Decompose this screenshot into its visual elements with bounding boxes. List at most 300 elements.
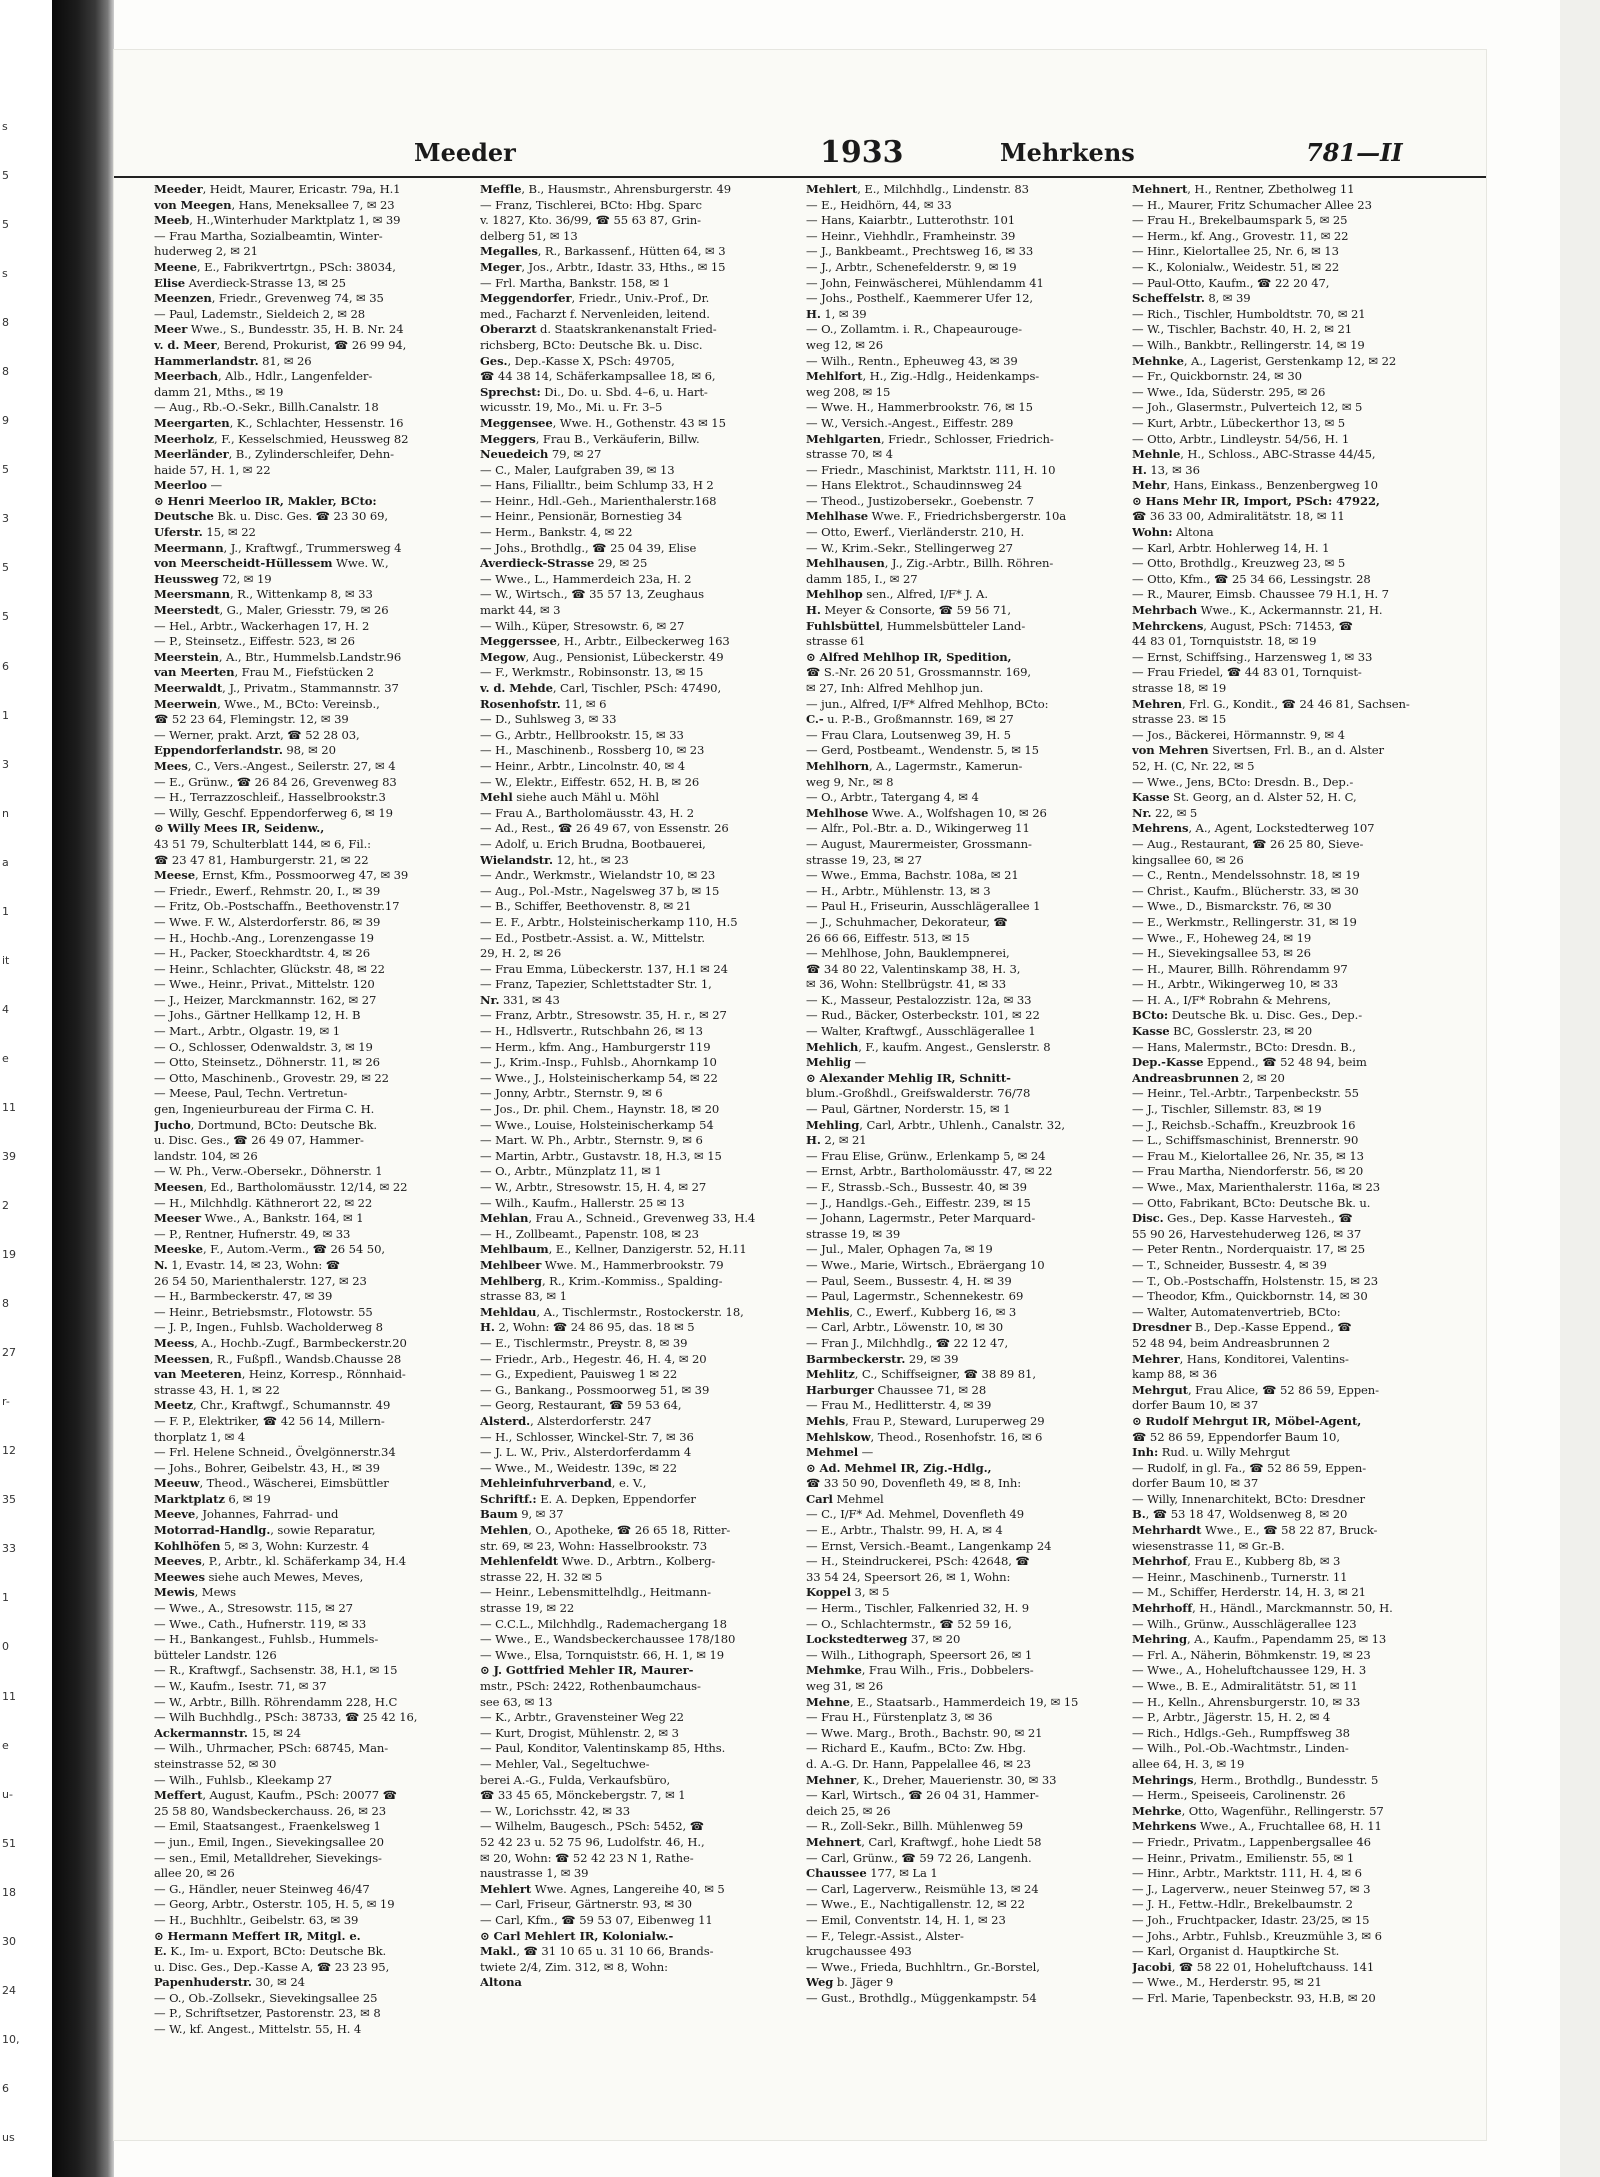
directory-line: landstr. 104, ✉ 26 [154, 1148, 258, 1163]
directory-line: ☎ 36 33 00, Admiralitätstr. 18, ✉ 11 [1132, 509, 1345, 524]
column-2 [480, 182, 792, 2152]
directory-line: Uferstr. 15, ✉ 22 [154, 525, 256, 540]
directory-line: — Frau Martha, Sozialbeamtin, Winter- [154, 228, 383, 243]
directory-line: Lockstedterweg 37, ✉ 20 [806, 1632, 961, 1647]
directory-line: — H., Packer, Stoeckhardtstr. 4, ✉ 26 [154, 946, 371, 961]
directory-line: — F. P., Elektriker, ☎ 42 56 14, Millern- [154, 1413, 385, 1428]
directory-line: — Christ., Kaufm., Blücherstr. 33, ✉ 30 [1132, 883, 1359, 898]
directory-line: — Wwe., Marie, Wirtsch., Ebräergang 10 [806, 1257, 1045, 1272]
directory-line: — Frau A., Bartholomäusstr. 43, H. 2 [480, 805, 695, 820]
directory-line: Mehmke, Frau Wilh., Fris., Dobbelers- [806, 1663, 1034, 1678]
directory-line: — Frau Elise, Grünw., Erlenkamp 5, ✉ 24 [806, 1148, 1046, 1163]
directory-line: — Johs., Gärtner Hellkamp 12, H. B [154, 1008, 361, 1023]
directory-line: Harburger Chaussee 71, ✉ 28 [806, 1382, 987, 1397]
directory-line: blum.-Großhdl., Greifswalderstr. 76/78 [806, 1086, 1031, 1101]
directory-line: — Frau M., Hedlitterstr. 4, ✉ 39 [806, 1398, 992, 1413]
directory-line: — Georg, Arbtr., Osterstr. 105, H. 5, ✉ 19 [154, 1897, 395, 1912]
directory-line: — Wilhelm, Baugesch., PSch: 5452, ☎ [480, 1819, 705, 1834]
directory-line: Mehlhase Wwe. F., Friedrichsbergerstr. 10a [806, 509, 1067, 524]
directory-line: — H., Bankangest., Fuhlsb., Hummels- [154, 1632, 379, 1647]
edge-fragment: 24 [2, 1984, 16, 1997]
directory-line: str. 69, ✉ 23, Wohn: Hasselbrookstr. 73 [480, 1538, 708, 1553]
directory-line: Meerstedt, G., Maler, Griesstr. 79, ✉ 26 [154, 603, 389, 618]
directory-line: 55 90 26, Harvestehuderweg 126, ✉ 37 [1132, 1226, 1362, 1241]
directory-line: — Mart., Arbtr., Olgastr. 19, ✉ 1 [154, 1024, 341, 1039]
directory-line: — E., Arbtr., Thalstr. 99, H. A, ✉ 4 [806, 1523, 1003, 1538]
directory-line: strasse 18, ✉ 19 [1132, 681, 1227, 695]
directory-line: — W., Arbtr., Stresowstr. 15, H. 4, ✉ 27 [480, 1180, 707, 1194]
directory-line: — Carl, Arbtr., Löwenstr. 10, ✉ 30 [806, 1320, 1004, 1335]
directory-line: — Mehlhose, John, Bauklempnerei, [806, 946, 1010, 961]
directory-line: 43 51 79, Schulterblatt 144, ✉ 6, Fil.: [154, 836, 371, 851]
directory-line: Carl Mehmel [806, 1491, 884, 1506]
directory-line: Meeske, F., Autom.-Verm., ☎ 26 54 50, [154, 1242, 385, 1257]
directory-line: van Meeteren, Heinz, Korresp., Rönnhaid- [154, 1367, 406, 1382]
directory-line: Meerwaldt, J., Privatm., Stammannstr. 37 [154, 681, 399, 695]
directory-line: — Wilh., Uhrmacher, PSch: 68745, Man- [154, 1741, 389, 1756]
directory-line: dorfer Baum 10, ✉ 37 [1132, 1476, 1259, 1491]
directory-line: — Carl, Grünw., ☎ 59 72 26, Langenh. [806, 1850, 1032, 1865]
directory-line: — Wwe., E., Wandsbeckerchaussee 178/180 [480, 1632, 736, 1647]
directory-line: — G., Bankang., Possmoorweg 51, ✉ 39 [480, 1382, 710, 1397]
directory-line: Mehner, K., Dreher, Mauerienstr. 30, ✉ 33 [806, 1772, 1057, 1787]
directory-line: ⊙ Rudolf Mehrgut IR, Möbel-Agent, [1132, 1413, 1362, 1428]
edge-fragment: 35 [2, 1493, 16, 1506]
directory-line: Oberarzt d. Staatskrankenanstalt Fried- [480, 322, 717, 337]
directory-line: — Wwe., Jens, BCto: Dresdn. B., Dep.- [1132, 774, 1354, 789]
directory-line: Rosenhofstr. 11, ✉ 6 [480, 696, 607, 711]
directory-line: — Wwe., E., Nachtigallenstr. 12, ✉ 22 [806, 1897, 1025, 1912]
edge-fragment: 11 [2, 1101, 16, 1114]
edge-fragment: 5 [2, 561, 9, 574]
directory-line: — Hinr., Arbtr., Marktstr. 111, H. 4, ✉ 6 [1132, 1866, 1362, 1881]
directory-line: — F., Werkmstr., Robinsonstr. 13, ✉ 15 [480, 665, 704, 680]
directory-line: von Meegen, Hans, Meneksallee 7, ✉ 23 [154, 197, 395, 212]
directory-line: huderweg 2, ✉ 21 [154, 244, 258, 259]
directory-line: Mehrgut, Frau Alice, ☎ 52 86 59, Eppen- [1132, 1382, 1379, 1397]
directory-line: Koppel 3, ✉ 5 [806, 1585, 890, 1600]
directory-line: strasse 22, H. 32 ✉ 5 [480, 1569, 603, 1584]
directory-line: — Jos., Bäckerei, Hörmannstr. 9, ✉ 4 [1132, 727, 1345, 742]
directory-line: ☎ 52 23 64, Flemingstr. 12, ✉ 39 [154, 712, 349, 727]
directory-line: Megow, Aug., Pensionist, Lübeckerstr. 49 [480, 649, 724, 664]
directory-line: Meetz, Chr., Kraftwgf., Schumannstr. 49 [154, 1398, 391, 1413]
directory-line: Meggerssee, H., Arbtr., Eilbeckerweg 163 [480, 634, 730, 649]
directory-line: — Wwe., Max, Marienthalerstr. 116a, ✉ 23 [1132, 1180, 1381, 1194]
directory-line: — Otto, Fabrikant, BCto: Deutsche Bk. u. [1132, 1195, 1371, 1210]
directory-line: — W., Tischler, Bachstr. 40, H. 2, ✉ 21 [1132, 322, 1353, 337]
directory-line: — Wwe., B. E., Admiralitätstr. 51, ✉ 11 [1132, 1679, 1358, 1693]
directory-line: Meerbach, Alb., Hdlr., Langenfelder- [154, 369, 373, 384]
directory-line: — H., Barmbeckerstr. 47, ✉ 39 [154, 1289, 333, 1304]
directory-line: Mehlis, C., Ewerf., Kubberg 16, ✉ 3 [806, 1304, 1017, 1319]
directory-line: ✉ 27, Inh: Alfred Mehlhop jun. [806, 681, 984, 695]
directory-line: u. Disc. Ges., ☎ 26 49 07, Hammer- [154, 1133, 364, 1148]
directory-line: — M., Schiffer, Herderstr. 14, H. 3, ✉ 21 [1132, 1585, 1366, 1600]
directory-line: — Emil, Conventstr. 14, H. 1, ✉ 23 [806, 1912, 1006, 1927]
directory-line: Mehlenfeldt Wwe. D., Arbtrn., Kolberg- [480, 1554, 716, 1569]
directory-line: — Fran J., Milchhdlg., ☎ 22 12 47, [806, 1335, 1009, 1350]
directory-line: B., ☎ 53 18 47, Woldsenweg 8, ✉ 20 [1132, 1507, 1348, 1522]
directory-line: Mehlen, O., Apotheke, ☎ 26 65 18, Ritter- [480, 1523, 731, 1538]
directory-line: — H., Maschinenb., Rossberg 10, ✉ 23 [480, 743, 705, 758]
directory-line: — H., Arbtr., Wikingerweg 10, ✉ 33 [1132, 977, 1338, 992]
directory-line: Mehlhose Wwe. A., Wolfshagen 10, ✉ 26 [806, 805, 1047, 820]
directory-line: Mehldau, A., Tischlermstr., Rostockerstr. 18, [480, 1304, 744, 1319]
directory-line: — jun., Alfred, I/F* Alfred Mehlhop, BCto: [806, 696, 1049, 711]
directory-line: ☎ 33 45 65, Mönckebergstr. 7, ✉ 1 [480, 1788, 686, 1803]
directory-line: — K., Arbtr., Gravensteiner Weg 22 [480, 1710, 684, 1725]
directory-line: Mehrens, A., Agent, Lockstedterweg 107 [1132, 821, 1375, 836]
directory-line: Eppendorferlandstr. 98, ✉ 20 [154, 743, 336, 758]
edge-fragment: 5 [2, 218, 9, 231]
directory-line: — P., Steinsetz., Eiffestr. 523, ✉ 26 [154, 634, 355, 649]
directory-line: — J., Handlgs.-Geh., Eiffestr. 239, ✉ 15 [806, 1195, 1031, 1210]
directory-line: — Paul, Lademstr., Sieldeich 2, ✉ 28 [154, 306, 365, 321]
directory-line: ⊙ Hermann Meffert IR, Mitgl. e. [154, 1928, 361, 1943]
directory-line: H. Meyer & Consorte, ☎ 59 56 71, [806, 603, 1011, 618]
directory-line: Mehlig — [806, 1055, 867, 1070]
directory-line: krugchaussee 493 [806, 1944, 912, 1959]
directory-line: twiete 2/4, Zim. 312, ✉ 8, Wohn: [480, 1959, 668, 1974]
directory-line: Mehlert, E., Milchhdlg., Lindenstr. 83 [806, 182, 1029, 196]
directory-line: — J. P., Ingen., Fuhlsb. Wacholderweg 8 [154, 1320, 383, 1335]
directory-line: — Adolf, u. Erich Brudna, Bootbauerei, [480, 836, 706, 851]
directory-line: — Wwe., M., Herderstr. 95, ✉ 21 [1132, 1975, 1322, 1990]
directory-line: Meene, E., Fabrikvertrtgn., PSch: 38034, [154, 259, 396, 274]
directory-line: — Willy, Innenarchitekt, BCto: Dresdner [1132, 1491, 1365, 1506]
directory-line: — Wilh., Grünw., Ausschlägerallee 123 [1132, 1616, 1357, 1631]
directory-line: — Ernst, Arbtr., Bartholomäusstr. 47, ✉ 22 [806, 1164, 1053, 1179]
directory-line: mstr., PSch: 2422, Rothenbaumchaus- [480, 1679, 701, 1693]
directory-line: — Carl, Lagerverw., Reismühle 13, ✉ 24 [806, 1881, 1039, 1896]
directory-line: Meger, Jos., Arbtr., Idastr. 33, Hths., ✉ 15 [480, 259, 726, 274]
directory-line: 52 48 94, beim Andreasbrunnen 2 [1132, 1335, 1330, 1350]
directory-line: ⊙ Alexander Mehlig IR, Schnitt- [806, 1070, 1011, 1085]
directory-line: — Rich., Tischler, Humboldtstr. 70, ✉ 21 [1132, 306, 1366, 321]
directory-line: Fuhlsbüttel, Hummelsbütteler Land- [806, 618, 1026, 633]
edge-fragment: 10, [2, 2033, 20, 2046]
directory-line: — Wwe., Louise, Holsteinischerkamp 54 [480, 1117, 714, 1132]
directory-line: — Fritz, Ob.-Postschaffn., Beethovenstr.17 [154, 899, 400, 914]
directory-line: H. 1, ✉ 39 [806, 306, 867, 321]
directory-line: 44 83 01, Tornquiststr. 18, ✉ 19 [1132, 634, 1317, 649]
directory-line: — P., Arbtr., Jägerstr. 15, H. 2, ✉ 4 [1132, 1710, 1331, 1725]
directory-line: Mehrings, Herm., Brothdlg., Bundesstr. 5 [1132, 1772, 1379, 1787]
directory-line: — O., Zollamtm. i. R., Chapeaurouge- [806, 322, 1022, 337]
directory-line: Meerstein, A., Btr., Hummelsb.Landstr.96 [154, 649, 402, 664]
directory-line: — G., Arbtr., Hellbrookstr. 15, ✉ 33 [480, 727, 684, 742]
directory-line: med., Facharzt f. Nervenleiden, leitend. [480, 306, 710, 321]
directory-line: — Herm., Bankstr. 4, ✉ 22 [480, 525, 633, 540]
directory-line: — Friedr., Ewerf., Rehmstr. 20, I., ✉ 39 [154, 883, 381, 898]
directory-line: — Wwe., Heinr., Privat., Mittelstr. 120 [154, 977, 375, 992]
directory-line: wicusstr. 19, Mo., Mi. u. Fr. 3–5 [480, 400, 663, 415]
directory-line: naustrasse 1, ✉ 39 [480, 1866, 589, 1881]
directory-line: — J., Bankbeamt., Prechtsweg 16, ✉ 33 [806, 244, 1034, 259]
directory-line: — Wwe., A., Stresowstr. 115, ✉ 27 [154, 1601, 353, 1616]
directory-line: — Karl, Organist d. Hauptkirche St. [1132, 1944, 1340, 1959]
header-first-entry: Meeder [414, 138, 516, 167]
directory-line: — Franz, Arbtr., Stresowstr. 35, H. r., ✉ 27 [480, 1008, 727, 1023]
directory-line: 33 54 24, Speersort 26, ✉ 1, Wohn: [806, 1569, 1011, 1584]
directory-line: — Gust., Brothdlg., Müggenkampstr. 54 [806, 1990, 1037, 2005]
edge-fragment: s [2, 267, 8, 280]
directory-line: Meewes siehe auch Mewes, Meves, [154, 1569, 364, 1584]
edge-fragment: 27 [2, 1346, 16, 1359]
directory-line: Neuedeich 79, ✉ 27 [480, 447, 602, 462]
directory-line: v. 1827, Kto. 36/99, ☎ 55 63 87, Grin- [480, 213, 701, 228]
directory-line: — Ed., Postbetr.-Assist. a. W., Mittelstr. [480, 930, 705, 945]
directory-line: H. 2, ✉ 21 [806, 1133, 867, 1148]
directory-line: Kohlhöfen 5, ✉ 3, Wohn: Kurzestr. 4 [154, 1538, 370, 1553]
directory-line: kamp 88, ✉ 36 [1132, 1367, 1218, 1382]
edge-fragment: e [2, 1052, 9, 1065]
directory-line: Meerholz, F., Kesselschmied, Heussweg 82 [154, 431, 409, 446]
directory-line: — E., Tischlermstr., Preystr. 8, ✉ 39 [480, 1335, 688, 1350]
edge-fragment: 5 [2, 610, 9, 623]
directory-line: allee 64, H. 3, ✉ 19 [1132, 1756, 1245, 1771]
directory-line: Meenzen, Friedr., Grevenweg 74, ✉ 35 [154, 291, 384, 306]
directory-line: — Frau H., Brekelbaumspark 5, ✉ 25 [1132, 213, 1348, 228]
directory-line: — H., Hochb.-Ang., Lorenzengasse 19 [154, 930, 374, 945]
directory-line: damm 185, I., ✉ 27 [806, 571, 918, 586]
header-rule [114, 176, 1486, 178]
edge-fragment: 5 [2, 169, 9, 182]
directory-line: — F., Telegr.-Assist., Alster- [806, 1928, 964, 1943]
directory-line: u. Disc. Ges., Dep.-Kasse A, ☎ 23 23 95, [154, 1959, 390, 1974]
directory-line: Meerländer, B., Zylinderschleifer, Dehn- [154, 447, 394, 462]
directory-line: — Wwe. F. W., Alsterdorferstr. 86, ✉ 39 [154, 914, 381, 929]
directory-line: Hammerlandstr. 81, ✉ 26 [154, 353, 312, 368]
directory-line: — O., Arbtr., Münzplatz 11, ✉ 1 [480, 1164, 662, 1179]
column-3 [806, 182, 1118, 2152]
directory-line: — Wwe., M., Weidestr. 139c, ✉ 22 [480, 1460, 677, 1475]
directory-line: — Friedr., Arb., Hegestr. 46, H. 4, ✉ 20 [480, 1351, 707, 1366]
directory-line: Meeser Wwe., A., Bankstr. 164, ✉ 1 [154, 1211, 364, 1226]
directory-line: — sen., Emil, Metalldreher, Sievekings- [154, 1850, 382, 1865]
directory-line: — Frau H., Fürstenplatz 3, ✉ 36 [806, 1710, 993, 1725]
directory-line: Mehrbach Wwe., K., Ackermannstr. 21, H. [1132, 603, 1383, 618]
directory-line: — Johs., Arbtr., Fuhlsb., Kreuzmühle 3, ✉ 6 [1132, 1928, 1382, 1943]
header-year: 1933 [820, 135, 904, 170]
directory-line: 26 66 66, Eiffestr. 513, ✉ 15 [806, 930, 970, 945]
directory-line: — Theodor, Kfm., Quickbornstr. 14, ✉ 30 [1132, 1289, 1368, 1304]
directory-line: — Wilh., Kaufm., Hallerstr. 25 ✉ 13 [480, 1195, 685, 1210]
directory-line: Meergarten, K., Schlachter, Hessenstr. 16 [154, 415, 404, 430]
directory-line: Dresdner B., Dep.-Kasse Eppend., ☎ [1132, 1320, 1352, 1335]
directory-line: Mehlan, Frau A., Schneid., Grevenweg 33, H.4 [480, 1211, 756, 1226]
directory-line: Meese, Ernst, Kfm., Possmoorweg 47, ✉ 39 [154, 868, 409, 883]
directory-line: Ackermannstr. 15, ✉ 24 [154, 1725, 301, 1740]
directory-line: Mehlhausen, J., Zig.-Arbtr., Billh. Röhren- [806, 556, 1054, 571]
directory-line: Mehrhardt Wwe., E., ☎ 58 22 87, Bruck- [1132, 1523, 1378, 1538]
directory-line: Mehrhof, Frau E., Kubberg 8b, ✉ 3 [1132, 1554, 1341, 1569]
directory-line: Heussweg 72, ✉ 19 [154, 571, 272, 586]
directory-line: — P., Schriftsetzer, Pastorenstr. 23, ✉ 8 [154, 2006, 381, 2021]
directory-line: — Wwe., Ida, Süderstr. 295, ✉ 26 [1132, 384, 1326, 399]
edge-fragment: a [2, 856, 9, 869]
edge-fragment: 19 [2, 1248, 16, 1261]
directory-line: — R., Kraftwgf., Sachsenstr. 38, H.1, ✉ 15 [154, 1663, 398, 1678]
directory-line: Mehlberg, R., Krim.-Kommiss., Spalding- [480, 1273, 723, 1288]
directory-line: — J., Lagerverw., neuer Steinweg 57, ✉ 3 [1132, 1881, 1371, 1896]
directory-line: — Wilh., Lithograph, Speersort 26, ✉ 1 [806, 1647, 1033, 1662]
adjacent-page-edge [0, 0, 52, 2177]
directory-line: — F., Strassb.-Sch., Bussestr. 40, ✉ 39 [806, 1180, 1027, 1194]
directory-line: — W., Arbtr., Billh. Röhrendamm 228, H.C [154, 1694, 398, 1709]
directory-line: — Wwe., F., Hoheweg 24, ✉ 19 [1132, 930, 1312, 945]
directory-line: — C.C.L., Milchhdlg., Rademachergang 18 [480, 1616, 727, 1631]
directory-line: Mehrhoff, H., Händl., Marckmannstr. 50, H. [1132, 1601, 1393, 1616]
directory-line: — Rudolf, in gl. Fa., ☎ 52 86 59, Eppen- [1132, 1460, 1367, 1475]
directory-line: — Frau Clara, Loutsenweg 39, H. 5 [806, 727, 1011, 742]
edge-fragment: 2 [2, 1199, 9, 1212]
header-page-number: 781—II [1306, 138, 1403, 167]
directory-line: — Heinr., Tel.-Arbtr., Tarpenbeckstr. 55 [1132, 1086, 1359, 1101]
directory-line: delberg 51, ✉ 13 [480, 228, 578, 243]
directory-line: 29, H. 2, ✉ 26 [480, 946, 562, 961]
edge-fragment: 39 [2, 1150, 16, 1163]
directory-line: — Hans, Kaiarbtr., Lutterothstr. 101 [806, 213, 1015, 228]
directory-line: strasse 19, ✉ 22 [480, 1601, 575, 1616]
directory-line: gen, Ingenieurbureau der Firma C. H. [154, 1102, 375, 1117]
directory-line: Disc. Ges., Dep. Kasse Harvesteh., ☎ [1132, 1211, 1353, 1226]
directory-line: — W., Versich.-Angest., Eiffestr. 289 [806, 415, 1014, 430]
directory-line: Nr. 22, ✉ 5 [1132, 805, 1198, 820]
directory-line: ⊙ Alfred Mehlhop IR, Spedition, [806, 649, 1012, 664]
directory-line: Meesen, Ed., Bartholomäusstr. 12/14, ✉ 22 [154, 1180, 408, 1194]
directory-line: — Mehler, Val., Segeltuchwe- [480, 1756, 650, 1771]
directory-line: H. 13, ✉ 36 [1132, 462, 1200, 477]
scan-right-margin [1560, 0, 1600, 2177]
directory-line: ⊙ Ad. Mehmel IR, Zig.-Hdlg., [806, 1460, 992, 1475]
directory-line: — Martin, Arbtr., Gustavstr. 18, H.3, ✉ 15 [480, 1148, 722, 1163]
directory-line: — Richard E., Kaufm., BCto: Zw. Hbg. [806, 1741, 1026, 1756]
directory-line: — J., Heizer, Marckmannstr. 162, ✉ 27 [154, 992, 377, 1007]
directory-line: — Rud., Bäcker, Osterbeckstr. 101, ✉ 22 [806, 1008, 1040, 1023]
edge-fragment: 3 [2, 512, 9, 525]
directory-line: d. A.-G. Dr. Hann, Pappelallee 46, ✉ 23 [806, 1756, 1031, 1771]
directory-line: markt 44, ✉ 3 [480, 603, 561, 618]
directory-line: — Rich., Hdlgs.-Geh., Rumpffsweg 38 [1132, 1725, 1350, 1740]
directory-line: Andreasbrunnen 2, ✉ 20 [1132, 1070, 1285, 1085]
edge-fragment: 8 [2, 365, 9, 378]
directory-line: Mehnert, H., Rentner, Zbetholweg 11 [1132, 182, 1355, 196]
directory-line: Altona [480, 1975, 522, 1990]
directory-line: Elise Averdieck-Strasse 13, ✉ 25 [154, 275, 346, 290]
directory-line: — H., Kelln., Ahrensburgerstr. 10, ✉ 33 [1132, 1694, 1361, 1709]
directory-line: strasse 19, 23, ✉ 27 [806, 852, 922, 867]
directory-line: Meer Wwe., S., Bundesstr. 35, H. B. Nr. 24 [154, 322, 404, 337]
directory-line: — jun., Emil, Ingen., Sievekingsallee 20 [154, 1834, 384, 1849]
directory-line: — J. H., Fettw.-Hdlr., Brekelbaumstr. 2 [1132, 1897, 1353, 1912]
edge-fragment: 18 [2, 1886, 16, 1899]
directory-line: — Wilh., Bankbtr., Rellingerstr. 14, ✉ 19 [1132, 337, 1365, 352]
directory-line: — B., Schiffer, Beethovenstr. 8, ✉ 21 [480, 899, 692, 914]
directory-line: Meersmann, R., Wittenkamp 8, ✉ 33 [154, 587, 373, 602]
directory-line: — Wwe. Marg., Broth., Bachstr. 90, ✉ 21 [806, 1725, 1043, 1740]
directory-line: — C., Rentn., Mendelssohnstr. 18, ✉ 19 [1132, 868, 1360, 883]
directory-line: Jacobi, ☎ 58 22 01, Hoheluftchauss. 141 [1132, 1959, 1375, 1974]
directory-line: — Herm., Tischler, Falkenried 32, H. 9 [806, 1601, 1030, 1616]
directory-line: richsberg, BCto: Deutsche Bk. u. Disc. [480, 337, 703, 352]
directory-line: Marktplatz 6, ✉ 19 [154, 1491, 271, 1506]
directory-line: — Otto, Steinsetz., Döhnerstr. 11, ✉ 26 [154, 1055, 380, 1070]
directory-line: — E., Grünw., ☎ 26 84 26, Grevenweg 83 [154, 774, 397, 789]
directory-line: — Heinr., Lebensmittelhdlg., Heitmann- [480, 1585, 711, 1600]
edge-fragment: 4 [2, 1003, 9, 1016]
edge-fragment: 5 [2, 463, 9, 476]
directory-line: — H. A., I/F* Robrahn & Mehrens, [1132, 992, 1331, 1007]
page-header [114, 135, 1486, 178]
directory-line: — Wwe., Emma, Bachstr. 108a, ✉ 21 [806, 868, 1019, 883]
directory-line: — Kurt, Drogist, Mühlenstr. 2, ✉ 3 [480, 1725, 679, 1740]
directory-line: — Paul, Konditor, Valentinskamp 85, Hths. [480, 1741, 726, 1756]
directory-line: Mehlbaum, E., Kellner, Danzigerstr. 52, H.11 [480, 1242, 747, 1257]
directory-line: — Hans, Filialltr., beim Schlump 33, H 2 [480, 478, 714, 493]
directory-line: — Georg, Restaurant, ☎ 59 53 64, [480, 1398, 682, 1413]
directory-line: von Mehren Sivertsen, Frl. B., an d. Alster [1132, 743, 1384, 758]
directory-line: 25 58 80, Wandsbeckerchauss. 26, ✉ 23 [154, 1803, 387, 1818]
directory-line: — Otto, Brothdlg., Kreuzweg 23, ✉ 5 [1132, 556, 1346, 571]
directory-line: Mehlfort, H., Zig.-Hdlg., Heidenkamps- [806, 369, 1040, 384]
edge-fragment: 6 [2, 2082, 9, 2095]
directory-line: Mehlich, F., kaufm. Angest., Genslerstr. 8 [806, 1039, 1051, 1054]
directory-line: — Frl. Martha, Bankstr. 158, ✉ 1 [480, 275, 670, 290]
directory-line: Meggendorfer, Friedr., Univ.-Prof., Dr. [480, 291, 710, 306]
directory-line: — J., Reichsb.-Schaffn., Kreuzbrook 16 [1132, 1117, 1356, 1132]
directory-line: ⊙ Carl Mehlert IR, Kolonialw.- [480, 1928, 674, 1943]
directory-line: — E. F., Arbtr., Holsteinischerkamp 110, H.5 [480, 914, 738, 929]
directory-line: — Paul, Lagermstr., Schennekestr. 69 [806, 1289, 1024, 1304]
directory-line: Papenhuderstr. 30, ✉ 24 [154, 1975, 305, 1990]
directory-line: E. K., Im- u. Export, BCto: Deutsche Bk. [154, 1944, 387, 1959]
directory-line: Meessen, R., Fußpfl., Wandsb.Chausse 28 [154, 1351, 402, 1366]
directory-line: — Friedr., Privatm., Lappenbergsallee 46 [1132, 1834, 1371, 1849]
directory-line: — Alfr., Pol.-Btr. a. D., Wikingerweg 11 [806, 821, 1030, 836]
directory-line: wiesenstrasse 11, ✉ Gr.-B. [1132, 1538, 1285, 1553]
edge-fragment: 1 [2, 709, 9, 722]
directory-line: — W., Lorichsstr. 42, ✉ 33 [480, 1803, 630, 1818]
directory-line: — Herm., Speiseeis, Carolinenstr. 26 [1132, 1788, 1346, 1803]
directory-line: ⊙ Willy Mees IR, Seidenw., [154, 821, 325, 836]
directory-line: — Wilh Buchhdlg., PSch: 38733, ☎ 25 42 16, [154, 1710, 418, 1725]
directory-line: — Franz, Tapezier, Schlettstadter Str. 1, [480, 977, 712, 992]
directory-line: — H., Hdlsvertr., Rutschbahn 26, ✉ 13 [480, 1024, 703, 1039]
edge-fragment: 0 [2, 1640, 9, 1653]
directory-line: Dep.-Kasse Eppend., ☎ 52 48 94, beim [1132, 1055, 1367, 1070]
directory-line: ✉ 36, Wohn: Stellbrügstr. 41, ✉ 33 [806, 977, 1007, 992]
directory-line: Mehnert, Carl, Kraftwgf., hohe Liedt 58 [806, 1834, 1042, 1849]
directory-line: Deutsche Bk. u. Disc. Ges. ☎ 23 30 69, [154, 509, 388, 524]
directory-line: — J., Arbtr., Schenefelderstr. 9, ✉ 19 [806, 259, 1017, 274]
directory-line: ☎ 23 47 81, Hamburgerstr. 21, ✉ 22 [154, 852, 369, 867]
directory-line: Meggers, Frau B., Verkäuferin, Billw. [480, 431, 700, 446]
directory-line: — W., kf. Angest., Mittelstr. 55, H. 4 [154, 2022, 362, 2037]
directory-line: N. 1, Evastr. 14, ✉ 23, Wohn: ☎ [154, 1257, 341, 1272]
directory-line: — Joh., Glasermstr., Pulverteich 12, ✉ 5 [1132, 400, 1363, 415]
directory-line: — W., Elektr., Eiffestr. 652, H. B, ✉ 26 [480, 774, 700, 789]
directory-line: — Johs., Bohrer, Geibelstr. 43, H., ✉ 39 [154, 1460, 380, 1475]
directory-line: — Ernst, Schiffsing., Harzensweg 1, ✉ 33 [1132, 649, 1373, 664]
directory-line: — Johs., Posthelf., Kaemmerer Ufer 12, [806, 291, 1033, 306]
directory-line: Meeuw, Theod., Wäscherei, Eimsbüttler [154, 1476, 389, 1491]
directory-line: — Theod., Justizobersekr., Goebenstr. 7 [806, 493, 1034, 508]
directory-line: — Aug., Restaurant, ☎ 26 25 80, Sieve- [1132, 836, 1364, 851]
directory-line: — Andr., Werkmstr., Wielandstr 10, ✉ 23 [480, 868, 716, 883]
directory-line: — R., Maurer, Eimsb. Chaussee 79 H.1, H. 7 [1132, 587, 1389, 602]
